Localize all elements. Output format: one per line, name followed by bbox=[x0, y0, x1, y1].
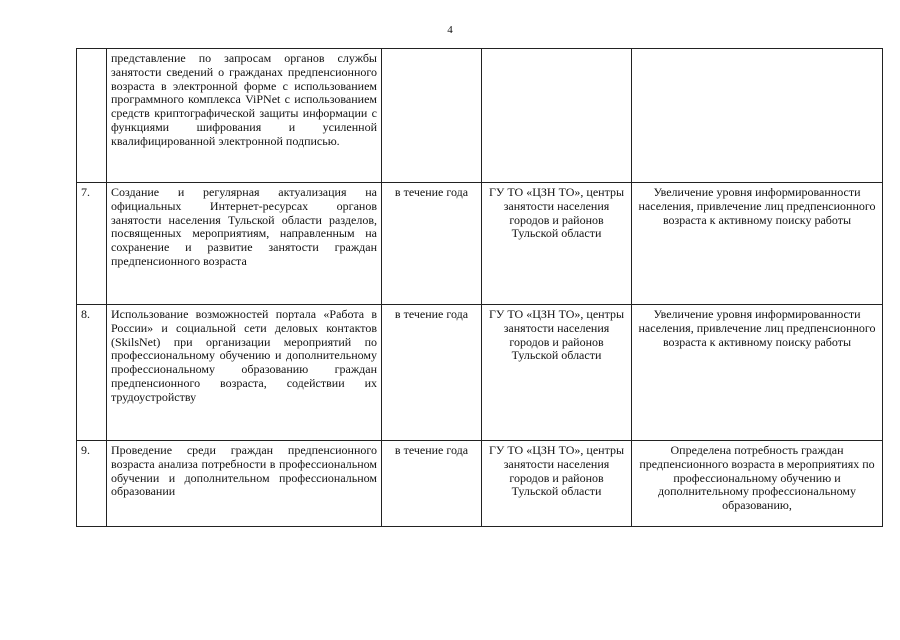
row-term bbox=[382, 49, 482, 183]
page-number: 4 bbox=[447, 24, 453, 36]
table-row bbox=[77, 441, 883, 527]
row-description: Создание и регулярная актуализация на официальных Интернет-ресурсах органов занятости населения Тульской области разделов, посвященных мероприятиям, направленным на сохранение и развитие занятости граждан предпенсионного возраста bbox=[107, 183, 382, 305]
row-term: в течение года bbox=[382, 183, 482, 305]
table-row bbox=[77, 305, 883, 441]
row-number: 7. bbox=[77, 183, 107, 305]
row-result: Определена потребность граждан предпенсионного возраста в мероприятиях по профессиональному обучению и дополнительному профессиональному образованию, bbox=[632, 441, 883, 527]
table-row bbox=[77, 49, 883, 183]
row-executors: ГУ ТО «ЦЗН ТО», центры занятости населения городов и районов Тульской области bbox=[482, 183, 632, 305]
row-term: в течение года bbox=[382, 441, 482, 527]
row-executors bbox=[482, 49, 632, 183]
row-description: Проведение среди граждан предпенсионного возраста анализа потребности в профессиональном обучении и дополнительном профессиональном образовании bbox=[107, 441, 382, 527]
row-number: 8. bbox=[77, 305, 107, 441]
row-result: Увеличение уровня информированности населения, привлечение лиц предпенсионного возраста к активному поиску работы bbox=[632, 305, 883, 441]
row-number bbox=[77, 49, 107, 183]
row-description: Использование возможностей портала «Работа в России» и социальной сети деловых контактов (SkilsNet) при организации мероприятий по профессиональному обучению и дополнительному профессиональному образованию граждан предпенсионного возраста, содействии их трудоустройству bbox=[107, 305, 382, 441]
row-result bbox=[632, 49, 883, 183]
row-result: Увеличение уровня информированности населения, привлечение лиц предпенсионного возраста к активному поиску работы bbox=[632, 183, 883, 305]
row-term: в течение года bbox=[382, 305, 482, 441]
measures-table bbox=[76, 48, 883, 527]
row-number: 9. bbox=[77, 441, 107, 527]
row-executors: ГУ ТО «ЦЗН ТО», центры занятости населения городов и районов Тульской области bbox=[482, 305, 632, 441]
row-description: представление по запросам органов службы занятости сведений о гражданах предпенсионного возраста в электронной форме с использованием программного комплекса ViPNet с использованием средств криптографической защиты информации с функциями шифрования и усиленной квалифицированной электронной подписью. bbox=[107, 49, 382, 183]
table-row bbox=[77, 183, 883, 305]
row-executors: ГУ ТО «ЦЗН ТО», центры занятости населения городов и районов Тульской области bbox=[482, 441, 632, 527]
